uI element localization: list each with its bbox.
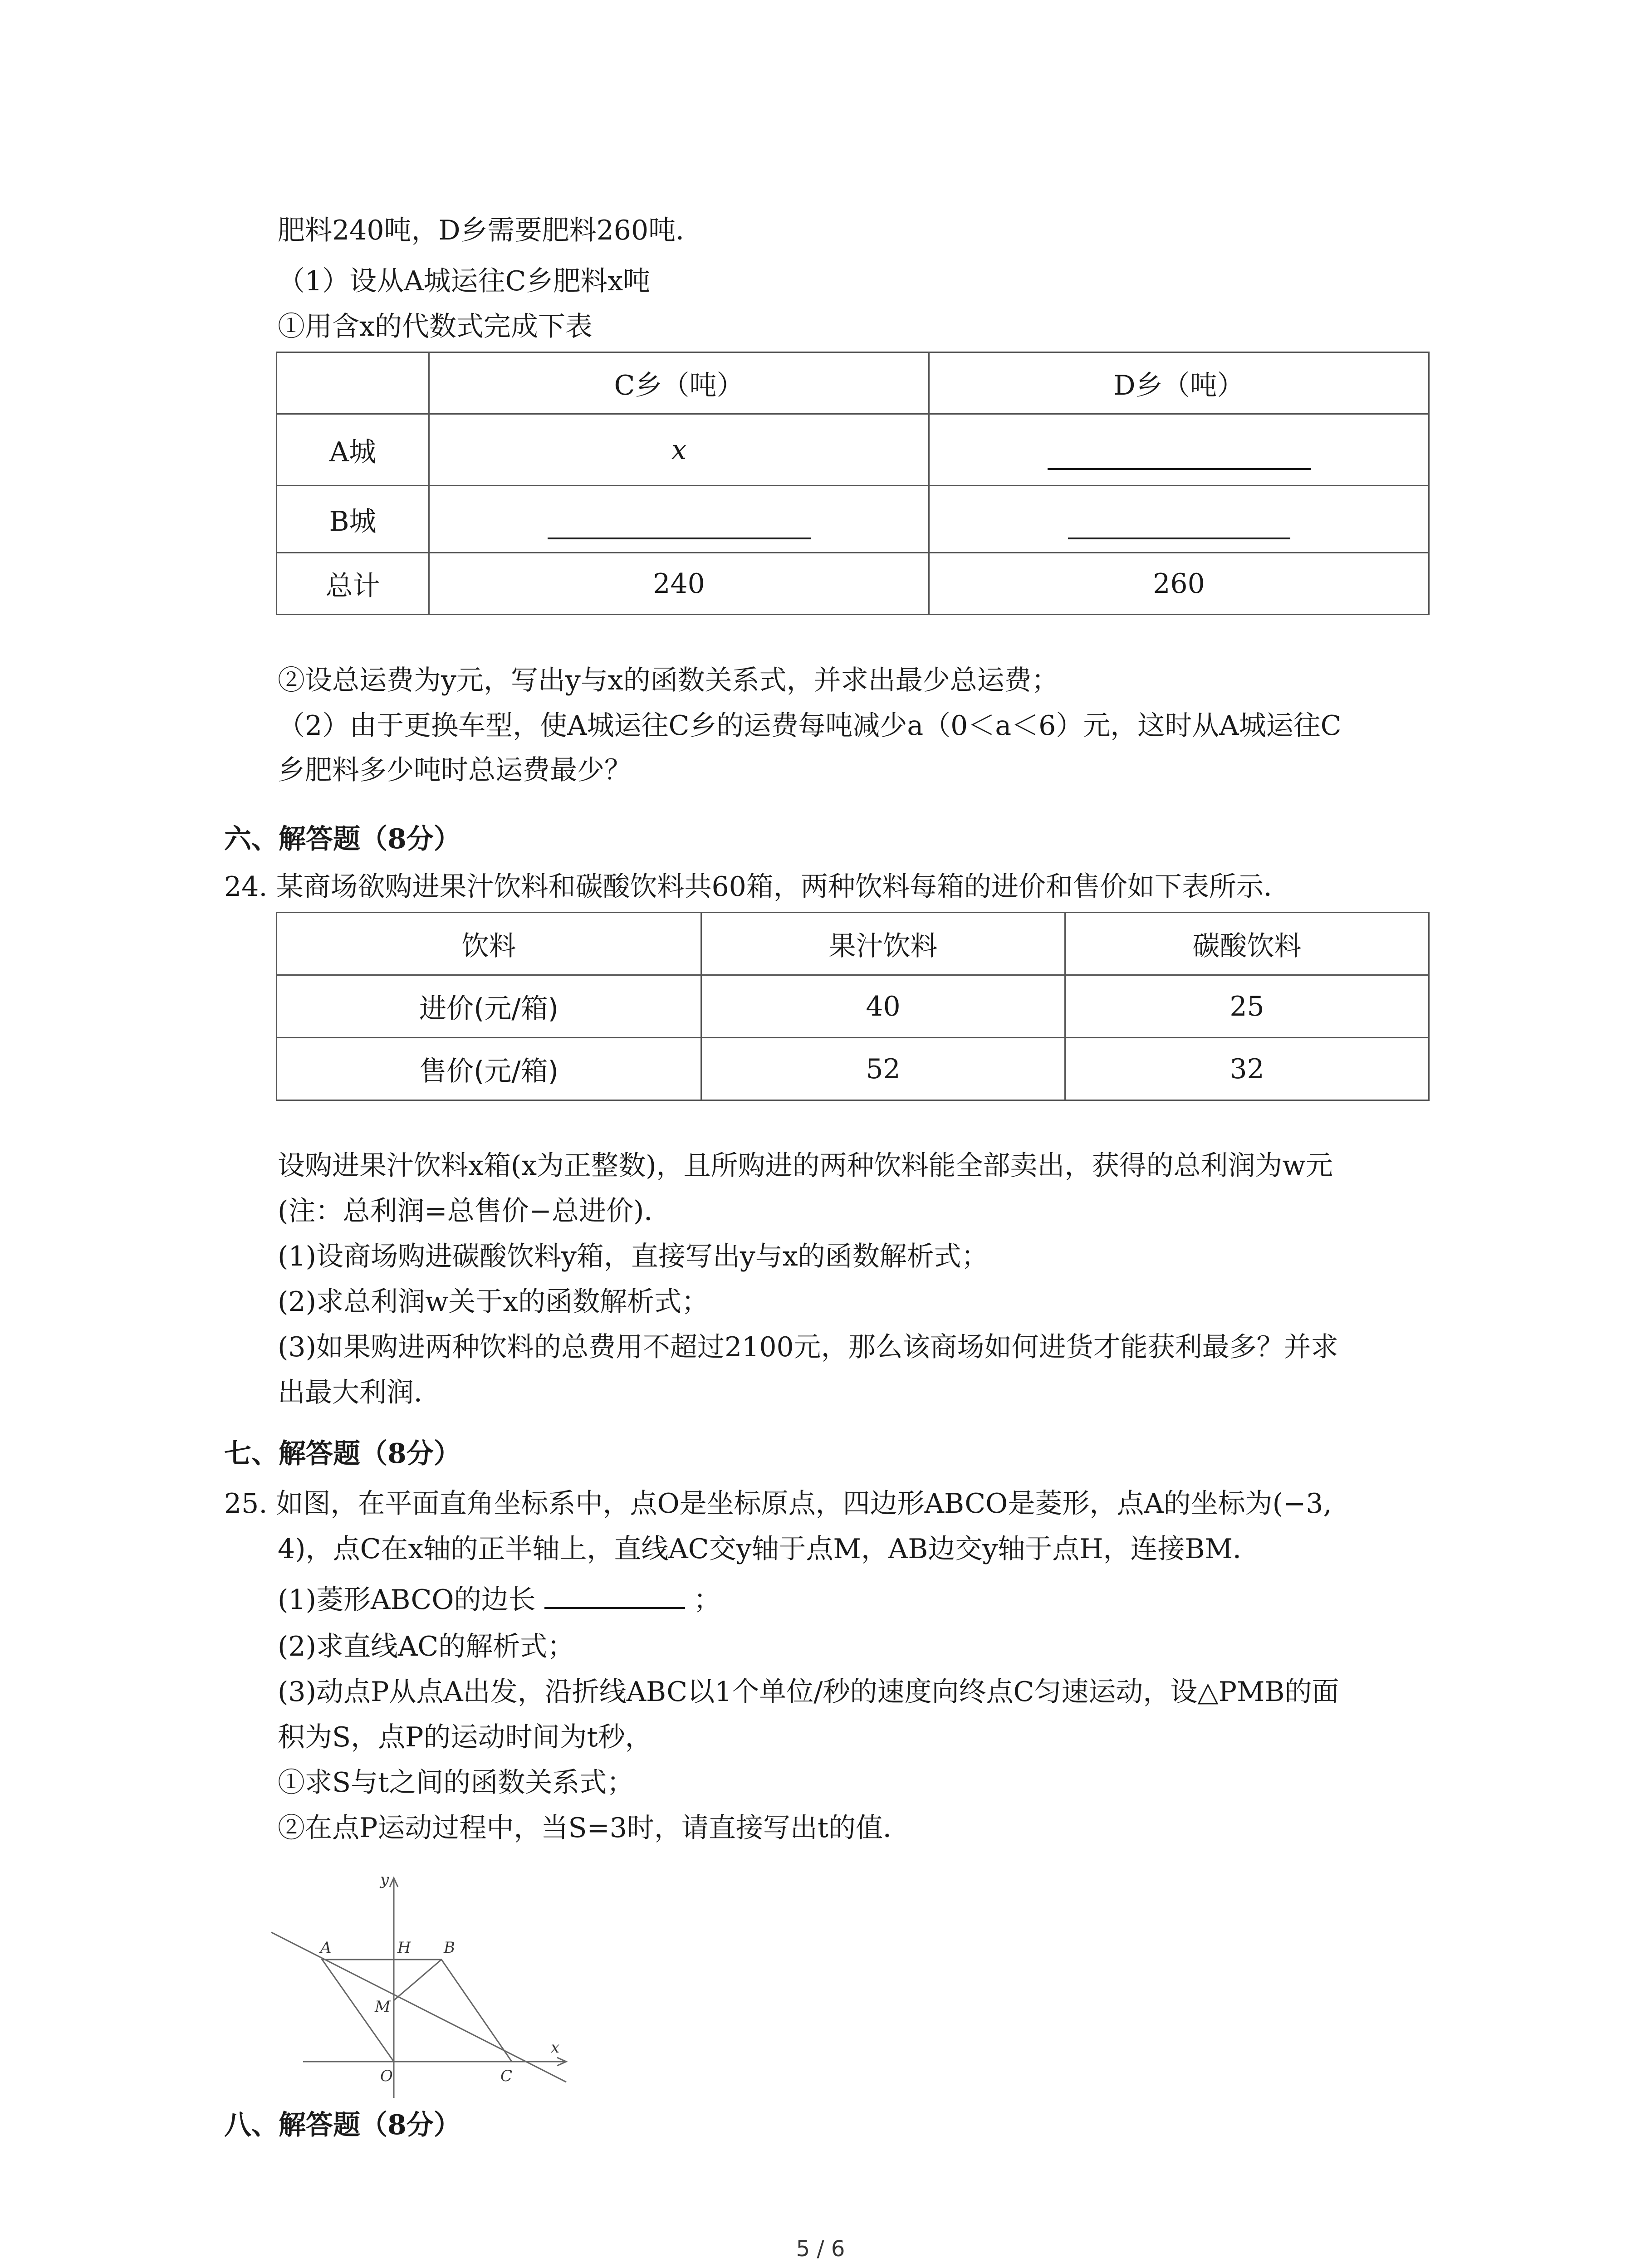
q24-text-1: 设购进果汁饮料x箱(x为正整数)，且所购进的两种饮料能全部卖出，获得的总利润为w元 (278, 1150, 1333, 1182)
answer-blank[interactable] (544, 1581, 685, 1609)
cell-b-d-blank[interactable] (929, 486, 1429, 553)
q25-sub-3c: ①求S与t之间的函数关系式； (278, 1767, 634, 1799)
beverage-table (276, 912, 1430, 1101)
cell-b-c-blank[interactable] (429, 486, 929, 553)
table-header-cell: 果汁饮料 (701, 913, 1065, 975)
table-header-cell: C乡（吨） (429, 352, 929, 414)
q25-sub-3a: (3)动点P从点A出发，沿折线ABC以1个单位/秒的速度向终点C匀速运动，设△PMB的面 (278, 1676, 1339, 1708)
q25-sub-3b: 积为S，点P的运动时间为t秒， (278, 1721, 652, 1753)
intro-line-1: 肥料240吨，D乡需要肥料260吨． (278, 215, 703, 246)
row-label-b: B城 (277, 486, 429, 553)
table-header-cell: 饮料 (277, 913, 701, 975)
q25-sub-1-end: ； (693, 1584, 721, 1616)
section-8-heading: 八、解答题（8分） (224, 2109, 461, 2141)
q25-sub-2: (2)求直线AC的解析式； (278, 1631, 575, 1662)
table-header-cell: 碳酸饮料 (1065, 913, 1429, 975)
table-cell: 52 (701, 1038, 1065, 1100)
label-x: x (551, 2038, 560, 2057)
q25-stem-1: 25. 如图，在平面直角坐标系中，点O是坐标原点，四边形ABCO是菱形，点A的坐标为(−3, (224, 1488, 1332, 1520)
label-m: M (375, 1998, 391, 2016)
table-cell: 25 (1065, 975, 1429, 1038)
intro-line-3: ①用含x的代数式完成下表 (278, 311, 593, 342)
section-6-heading: 六、解答题（8分） (224, 823, 461, 855)
label-h: H (397, 1939, 411, 1957)
transport-table (276, 352, 1430, 615)
table-cell: 40 (701, 975, 1065, 1038)
section-7-heading: 七、解答题（8分） (224, 1438, 461, 1470)
cell-a-c: x (429, 414, 929, 486)
cell-a-d-blank[interactable] (929, 414, 1429, 486)
q25-sub-3d: ②在点P运动过程中，当S=3时，请直接写出t的值． (278, 1812, 911, 1844)
label-o: O (380, 2067, 393, 2085)
label-c: C (500, 2067, 513, 2085)
q24-stem: 24. 某商场欲购进果汁饮料和碳酸饮料共60箱，两种饮料每箱的进价和售价如下表所示． (224, 871, 1291, 903)
table-cell: 售价(元/箱) (277, 1038, 701, 1100)
q24-sub-3a: (3)如果购进两种饮料的总费用不超过2100元，那么该商场如何进货才能获利最多？并求 (278, 1331, 1338, 1363)
q24-sub-2: (2)求总利润w关于x的函数解析式； (278, 1286, 709, 1318)
rhombus-figure (271, 1869, 571, 2114)
part2-line-1: （2）由于更换车型，使A城运往C乡的运费每吨减少a（0＜a＜6）元，这时从A城运往C (278, 710, 1342, 742)
cell-total-d: 260 (929, 553, 1429, 615)
q24-sub-3b: 出最大利润． (278, 1377, 441, 1408)
rhombus-abco (322, 1960, 512, 2062)
table-header-cell: D乡（吨） (929, 352, 1429, 414)
label-a: A (320, 1939, 332, 1957)
line-ac (271, 1932, 566, 2082)
row-label-a: A城 (277, 414, 429, 486)
q25-sub-1 (278, 1581, 721, 1618)
table-header-cell (277, 352, 429, 414)
part1-q2: ②设总运费为y元，写出y与x的函数关系式，并求出最少总运费； (278, 665, 1059, 696)
table-cell: 进价(元/箱) (277, 975, 701, 1038)
q25-stem-2: 4)，点C在x轴的正半轴上，直线AC交y轴于点M，AB边交y轴于点H，连接BM． (278, 1533, 1260, 1565)
cell-total-c: 240 (429, 553, 929, 615)
intro-line-2: （1）设从A城运往C乡肥料x吨 (278, 265, 651, 297)
q24-sub-1: (1)设商场购进碳酸饮料y箱，直接写出y与x的函数解析式； (278, 1241, 989, 1272)
q24-text-2: (注：总利润=总售价−总进价)． (278, 1195, 671, 1227)
table-cell: 32 (1065, 1038, 1429, 1100)
label-b: B (444, 1939, 455, 1957)
segment-bm (394, 1960, 441, 2000)
page-number: 5 / 6 (796, 2236, 845, 2262)
part2-line-2: 乡肥料多少吨时总运费最少？ (278, 754, 632, 786)
row-label-total: 总计 (277, 553, 429, 615)
label-y: y (380, 1871, 389, 1889)
q25-sub-1-text: (1)菱形ABCO的边长 (278, 1584, 536, 1616)
